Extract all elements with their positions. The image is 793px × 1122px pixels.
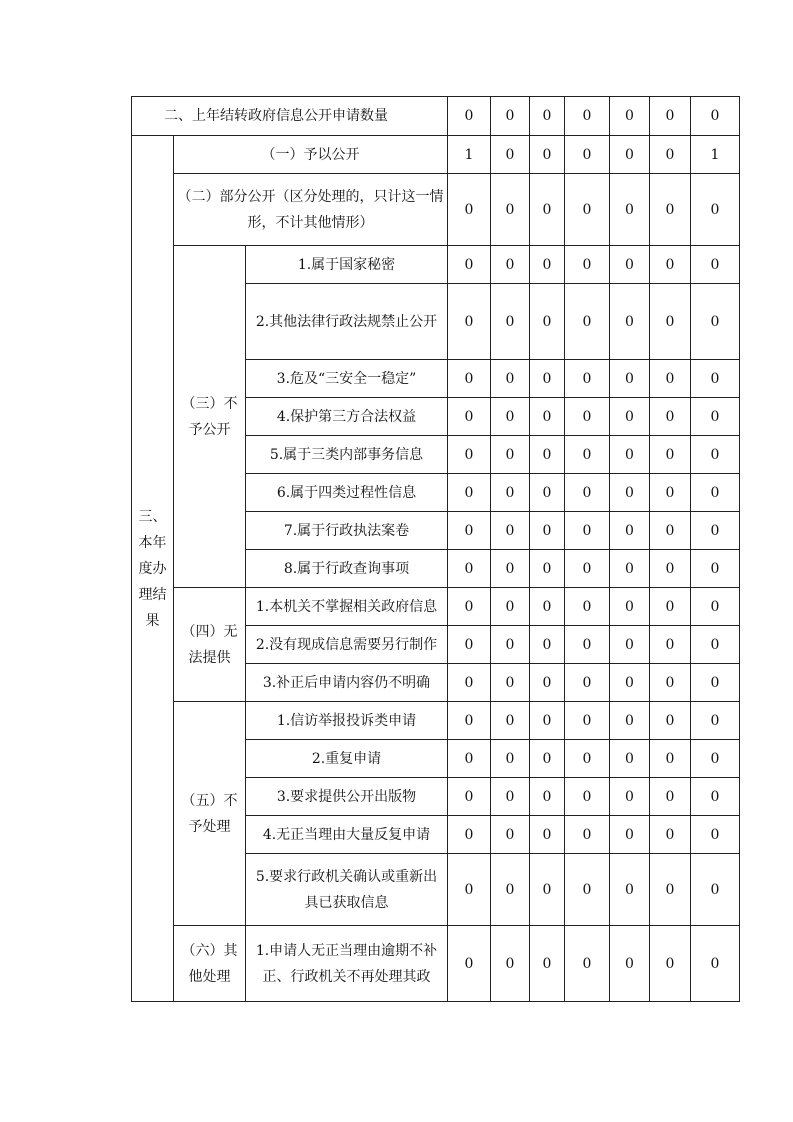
value-cell: 0: [691, 398, 740, 436]
value-cell: 0: [530, 174, 565, 246]
value-cell: 0: [650, 174, 691, 246]
value-cell: 0: [610, 626, 650, 664]
item-label: 6.属于四类过程性信息: [246, 474, 448, 512]
value-cell: 0: [448, 284, 491, 360]
value-cell: 0: [565, 854, 610, 926]
value-cell: 0: [650, 926, 691, 1002]
row-label-disclose: （一）予以公开: [174, 136, 448, 174]
value-cell: 0: [491, 664, 530, 702]
value-cell: 0: [448, 816, 491, 854]
value-cell: 0: [650, 474, 691, 512]
value-cell: 0: [491, 550, 530, 588]
value-cell: 0: [650, 512, 691, 550]
value-cell: 0: [691, 816, 740, 854]
value-cell: 0: [565, 474, 610, 512]
value-cell: 0: [691, 854, 740, 926]
table-row: [132, 97, 740, 136]
value-cell: 0: [610, 398, 650, 436]
value-cell: 0: [565, 588, 610, 626]
value-cell: 0: [691, 778, 740, 816]
item-label: 1.本机关不掌握相关政府信息: [246, 588, 448, 626]
table-row: [132, 588, 740, 626]
value-cell: 0: [530, 926, 565, 1002]
group-label-unable: （四）无法提供: [174, 588, 246, 702]
value-cell: 0: [491, 174, 530, 246]
value-cell: 0: [448, 436, 491, 474]
value-cell: 0: [491, 436, 530, 474]
group-label-not-processed: （五）不予处理: [174, 702, 246, 926]
item-label: 1.属于国家秘密: [246, 246, 448, 284]
value-cell: 0: [530, 588, 565, 626]
group-label-other: （六）其他处理: [174, 926, 246, 1002]
value-cell: 0: [448, 360, 491, 398]
statistics-table: [131, 96, 740, 1002]
value-cell: 0: [565, 398, 610, 436]
value-cell: 0: [491, 926, 530, 1002]
value-cell: 0: [491, 136, 530, 174]
item-label: 3.要求提供公开出版物: [246, 778, 448, 816]
value-cell: 0: [650, 854, 691, 926]
value-cell: 0: [448, 740, 491, 778]
row-label-prev-year: 二、上年结转政府信息公开申请数量: [132, 97, 448, 136]
value-cell: 0: [610, 512, 650, 550]
value-cell: 0: [491, 702, 530, 740]
value-cell: 0: [530, 740, 565, 778]
value-cell: 0: [491, 474, 530, 512]
table-row: [132, 926, 740, 1002]
value-cell: 0: [530, 97, 565, 136]
value-cell: 0: [448, 702, 491, 740]
item-label: 2.其他法律行政法规禁止公开: [246, 284, 448, 360]
value-cell: 0: [610, 474, 650, 512]
value-cell: 0: [530, 436, 565, 474]
value-cell: 0: [650, 664, 691, 702]
value-cell: 0: [650, 816, 691, 854]
value-cell: 0: [610, 246, 650, 284]
value-cell: 0: [610, 740, 650, 778]
value-cell: 0: [610, 664, 650, 702]
item-label: 5.要求行政机关确认或重新出具已获取信息: [246, 854, 448, 926]
item-label: 5.属于三类内部事务信息: [246, 436, 448, 474]
value-cell: 0: [448, 550, 491, 588]
value-cell: 0: [565, 926, 610, 1002]
value-cell: 0: [610, 174, 650, 246]
value-cell: 0: [491, 816, 530, 854]
value-cell: 0: [691, 246, 740, 284]
value-cell: 0: [530, 360, 565, 398]
value-cell: 0: [650, 398, 691, 436]
table-row: [132, 246, 740, 284]
value-cell: 0: [448, 626, 491, 664]
item-label: 2.没有现成信息需要另行制作: [246, 626, 448, 664]
value-cell: 0: [565, 174, 610, 246]
value-cell: 0: [691, 550, 740, 588]
item-label: 4.无正当理由大量反复申请: [246, 816, 448, 854]
value-cell: 0: [610, 926, 650, 1002]
item-label: 8.属于行政查询事项: [246, 550, 448, 588]
value-cell: 0: [691, 512, 740, 550]
value-cell: 0: [610, 360, 650, 398]
value-cell: 0: [565, 778, 610, 816]
value-cell: 0: [691, 926, 740, 1002]
table-row: [132, 174, 740, 246]
value-cell: 0: [691, 626, 740, 664]
value-cell: 0: [691, 97, 740, 136]
value-cell: 0: [448, 926, 491, 1002]
value-cell: 0: [491, 246, 530, 284]
value-cell: 0: [650, 702, 691, 740]
value-cell: 0: [530, 664, 565, 702]
value-cell: 0: [650, 436, 691, 474]
value-cell: 0: [565, 702, 610, 740]
value-cell: 0: [565, 816, 610, 854]
value-cell: 0: [691, 740, 740, 778]
value-cell: 0: [491, 626, 530, 664]
value-cell: 0: [610, 284, 650, 360]
value-cell: 0: [448, 246, 491, 284]
value-cell: 0: [491, 97, 530, 136]
value-cell: 0: [691, 474, 740, 512]
value-cell: 0: [448, 474, 491, 512]
value-cell: 0: [448, 174, 491, 246]
value-cell: 0: [565, 664, 610, 702]
group-label-not-disclosed: （三）不予公开: [174, 246, 246, 588]
value-cell: 0: [448, 398, 491, 436]
value-cell: 1: [691, 136, 740, 174]
value-cell: 0: [530, 550, 565, 588]
value-cell: 0: [610, 136, 650, 174]
value-cell: 0: [565, 97, 610, 136]
value-cell: 0: [565, 436, 610, 474]
value-cell: 0: [691, 588, 740, 626]
value-cell: 0: [448, 778, 491, 816]
value-cell: 0: [530, 474, 565, 512]
value-cell: 0: [448, 512, 491, 550]
value-cell: 0: [530, 136, 565, 174]
value-cell: 0: [530, 778, 565, 816]
table-row: [132, 702, 740, 740]
value-cell: 0: [491, 740, 530, 778]
value-cell: 0: [565, 136, 610, 174]
value-cell: 0: [448, 588, 491, 626]
value-cell: 0: [565, 246, 610, 284]
value-cell: 0: [610, 550, 650, 588]
value-cell: 0: [650, 626, 691, 664]
value-cell: 0: [491, 284, 530, 360]
value-cell: 0: [530, 702, 565, 740]
value-cell: 0: [610, 854, 650, 926]
value-cell: 0: [530, 512, 565, 550]
value-cell: 0: [448, 854, 491, 926]
value-cell: 0: [650, 246, 691, 284]
value-cell: 0: [691, 174, 740, 246]
value-cell: 0: [530, 398, 565, 436]
value-cell: 0: [691, 664, 740, 702]
item-label: 2.重复申请: [246, 740, 448, 778]
value-cell: 0: [565, 626, 610, 664]
value-cell: 0: [610, 436, 650, 474]
value-cell: 0: [610, 816, 650, 854]
value-cell: 0: [691, 360, 740, 398]
item-label: 7.属于行政执法案卷: [246, 512, 448, 550]
value-cell: 0: [650, 550, 691, 588]
value-cell: 0: [650, 136, 691, 174]
value-cell: 0: [650, 360, 691, 398]
value-cell: 0: [610, 778, 650, 816]
value-cell: 0: [650, 284, 691, 360]
item-label: 4.保护第三方合法权益: [246, 398, 448, 436]
value-cell: 0: [530, 284, 565, 360]
row-label-partial: （二）部分公开（区分处理的，只计这一情形，不计其他情形）: [174, 174, 448, 246]
value-cell: 1: [448, 136, 491, 174]
value-cell: 0: [491, 398, 530, 436]
item-label: 3.危及“三安全一稳定”: [246, 360, 448, 398]
value-cell: 0: [565, 512, 610, 550]
value-cell: 0: [610, 588, 650, 626]
value-cell: 0: [691, 284, 740, 360]
table-row: [132, 136, 740, 174]
value-cell: 0: [491, 778, 530, 816]
value-cell: 0: [491, 854, 530, 926]
value-cell: 0: [650, 588, 691, 626]
value-cell: 0: [565, 740, 610, 778]
value-cell: 0: [491, 360, 530, 398]
value-cell: 0: [610, 97, 650, 136]
value-cell: 0: [530, 246, 565, 284]
value-cell: 0: [448, 664, 491, 702]
value-cell: 0: [610, 702, 650, 740]
value-cell: 0: [565, 284, 610, 360]
value-cell: 0: [691, 702, 740, 740]
value-cell: 0: [491, 512, 530, 550]
item-label: 1.信访举报投诉类申请: [246, 702, 448, 740]
value-cell: 0: [565, 550, 610, 588]
value-cell: 0: [448, 97, 491, 136]
value-cell: 0: [530, 626, 565, 664]
value-cell: 0: [530, 854, 565, 926]
value-cell: 0: [491, 588, 530, 626]
value-cell: 0: [650, 740, 691, 778]
item-label: 1.申请人无正当理由逾期不补正、行政机关不再处理其政: [246, 926, 448, 1002]
value-cell: 0: [565, 360, 610, 398]
section3-label: 三、本年度办理结果: [132, 136, 174, 1002]
value-cell: 0: [530, 816, 565, 854]
value-cell: 0: [691, 436, 740, 474]
value-cell: 0: [650, 778, 691, 816]
value-cell: 0: [650, 97, 691, 136]
item-label: 3.补正后申请内容仍不明确: [246, 664, 448, 702]
